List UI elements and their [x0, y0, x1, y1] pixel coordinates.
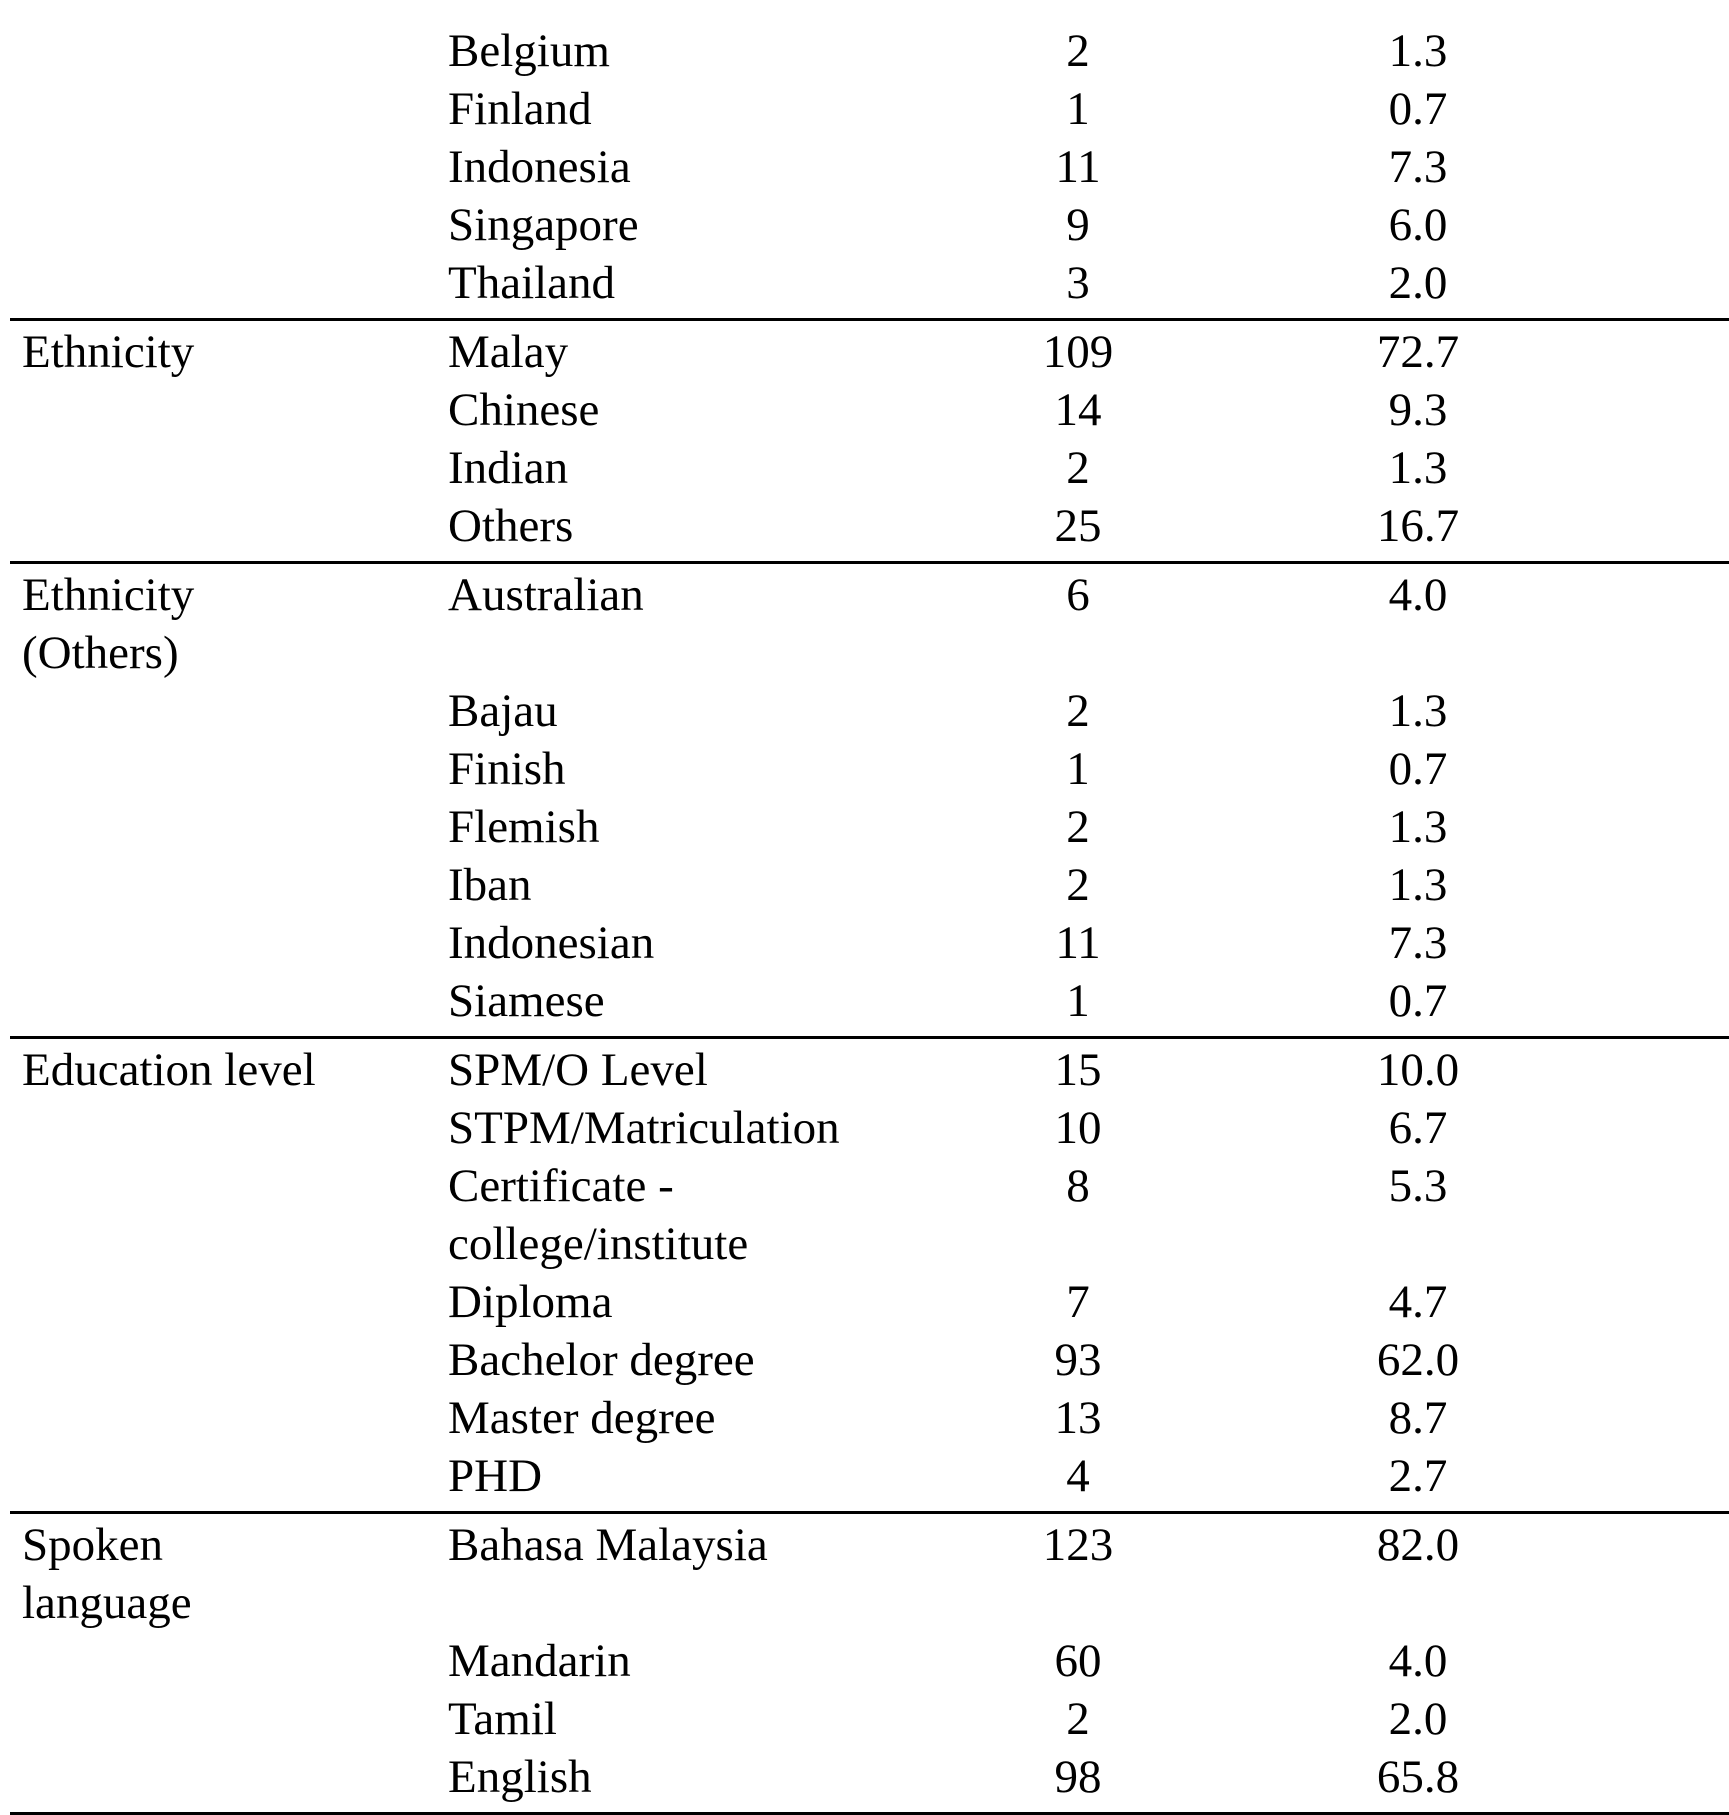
category-cell: Bachelor degree — [448, 1334, 755, 1386]
category-cell: Others — [448, 500, 574, 552]
table-row — [10, 22, 1729, 80]
percent-cell: 72.7 — [1376, 326, 1460, 378]
count-cell: 9 — [1066, 199, 1090, 251]
table-row — [10, 1748, 1729, 1806]
group-label — [10, 80, 448, 138]
count-cell: 1 — [1066, 975, 1090, 1027]
group-label — [10, 1690, 448, 1748]
count-cell: 2 — [1066, 442, 1090, 494]
category-cell: SPM/O Level — [448, 1044, 708, 1096]
category-cell: Singapore — [448, 199, 639, 251]
category-cell: Master degree — [448, 1392, 716, 1444]
category-cell: Australian — [448, 569, 644, 621]
table-row — [10, 972, 1729, 1030]
table-section — [10, 564, 1729, 1039]
group-label: Ethnicity (Others) — [22, 569, 195, 679]
group-label — [10, 497, 448, 555]
table-section — [10, 22, 1729, 321]
group-label — [10, 1447, 448, 1505]
count-cell: 93 — [1054, 1334, 1102, 1386]
percent-cell: 8.7 — [1388, 1392, 1448, 1444]
table-row — [10, 1041, 1729, 1099]
category-cell: Siamese — [448, 975, 605, 1027]
count-cell: 2 — [1066, 25, 1090, 77]
percent-cell: 1.3 — [1388, 859, 1448, 911]
group-label — [10, 381, 448, 439]
count-cell: 2 — [1066, 801, 1090, 853]
percent-cell: 65.8 — [1376, 1751, 1460, 1803]
count-cell: 123 — [1042, 1519, 1114, 1571]
category-cell: Indonesia — [448, 141, 631, 193]
table-row — [10, 1447, 1729, 1505]
demographics-table — [10, 22, 1729, 1815]
percent-cell: 6.7 — [1388, 1102, 1448, 1154]
count-cell: 13 — [1054, 1392, 1102, 1444]
group-label — [10, 914, 448, 972]
group-label — [10, 740, 448, 798]
count-cell: 98 — [1054, 1751, 1102, 1803]
table-row — [10, 1632, 1729, 1690]
category-cell: Belgium — [448, 25, 610, 77]
table-row — [10, 1331, 1729, 1389]
percent-cell: 1.3 — [1388, 685, 1448, 737]
group-label — [10, 1632, 448, 1690]
category-cell: Indian — [448, 442, 569, 494]
count-cell: 11 — [1055, 917, 1101, 969]
table-row — [10, 740, 1729, 798]
table-row — [10, 1157, 1729, 1273]
percent-cell: 1.3 — [1388, 25, 1448, 77]
percent-cell: 82.0 — [1376, 1519, 1460, 1571]
table-row — [10, 1516, 1729, 1632]
percent-cell: 4.0 — [1388, 569, 1448, 621]
percent-cell: 7.3 — [1388, 141, 1448, 193]
group-label — [10, 254, 448, 312]
table-row — [10, 196, 1729, 254]
table-row — [10, 914, 1729, 972]
count-cell: 25 — [1054, 500, 1102, 552]
group-label: Education level — [22, 1044, 316, 1096]
count-cell: 2 — [1066, 1693, 1090, 1745]
percent-cell: 5.3 — [1388, 1160, 1448, 1212]
group-label — [10, 1157, 448, 1273]
count-cell: 2 — [1066, 685, 1090, 737]
category-cell: Iban — [448, 859, 532, 911]
count-cell: 11 — [1055, 141, 1101, 193]
group-label — [10, 22, 448, 80]
percent-cell: 10.0 — [1376, 1044, 1460, 1096]
percent-cell: 1.3 — [1388, 801, 1448, 853]
percent-cell: 4.7 — [1388, 1276, 1448, 1328]
table-row — [10, 439, 1729, 497]
percent-cell: 0.7 — [1388, 83, 1448, 135]
category-cell: Mandarin — [448, 1635, 631, 1687]
group-label — [10, 856, 448, 914]
count-cell: 14 — [1054, 384, 1102, 436]
table-section — [10, 1039, 1729, 1514]
percent-cell: 62.0 — [1376, 1334, 1460, 1386]
category-cell: PHD — [448, 1450, 543, 1502]
category-cell: Flemish — [448, 801, 600, 853]
group-label: Spoken language — [22, 1519, 192, 1629]
group-label — [10, 972, 448, 1030]
count-cell: 109 — [1042, 326, 1114, 378]
category-cell: Thailand — [448, 257, 616, 309]
category-cell: Certificate - college/institute — [448, 1160, 749, 1270]
category-cell: STPM/Matriculation — [448, 1102, 840, 1154]
group-label — [10, 439, 448, 497]
count-cell: 1 — [1066, 83, 1090, 135]
group-label — [10, 1331, 448, 1389]
count-cell: 60 — [1054, 1635, 1102, 1687]
group-label — [10, 138, 448, 196]
count-cell: 8 — [1066, 1160, 1090, 1212]
percent-cell: 1.3 — [1388, 442, 1448, 494]
category-cell: Indonesian — [448, 917, 655, 969]
count-cell: 3 — [1066, 257, 1090, 309]
group-label — [10, 798, 448, 856]
percent-cell: 2.0 — [1388, 1693, 1448, 1745]
group-label — [10, 1389, 448, 1447]
percent-cell: 4.0 — [1388, 1635, 1448, 1687]
category-cell: Malay — [448, 326, 569, 378]
percent-cell: 2.7 — [1388, 1450, 1448, 1502]
table-row — [10, 1690, 1729, 1748]
table-row — [10, 138, 1729, 196]
table-row — [10, 856, 1729, 914]
table-row — [10, 497, 1729, 555]
category-cell: Bajau — [448, 685, 558, 737]
count-cell: 4 — [1066, 1450, 1090, 1502]
table-row — [10, 1099, 1729, 1157]
category-cell: Chinese — [448, 384, 600, 436]
group-label — [10, 196, 448, 254]
group-label — [10, 682, 448, 740]
table-row — [10, 1273, 1729, 1331]
category-cell: Diploma — [448, 1276, 613, 1328]
table-row — [10, 798, 1729, 856]
table-row — [10, 1389, 1729, 1447]
table-row — [10, 80, 1729, 138]
percent-cell: 7.3 — [1388, 917, 1448, 969]
table-section — [10, 321, 1729, 564]
table-row — [10, 682, 1729, 740]
group-label — [10, 1748, 448, 1806]
table-row — [10, 323, 1729, 381]
category-cell: Finland — [448, 83, 592, 135]
table-row — [10, 566, 1729, 682]
category-cell: English — [448, 1751, 592, 1803]
category-cell: Finish — [448, 743, 566, 795]
percent-cell: 0.7 — [1388, 743, 1448, 795]
group-label: Ethnicity — [22, 326, 195, 378]
table-row — [10, 254, 1729, 312]
percent-cell: 0.7 — [1388, 975, 1448, 1027]
percent-cell: 2.0 — [1388, 257, 1448, 309]
group-label — [10, 1099, 448, 1157]
count-cell: 7 — [1066, 1276, 1090, 1328]
percent-cell: 6.0 — [1388, 199, 1448, 251]
count-cell: 6 — [1066, 569, 1090, 621]
category-cell: Bahasa Malaysia — [448, 1519, 768, 1571]
percent-cell: 16.7 — [1376, 500, 1460, 552]
percent-cell: 9.3 — [1388, 384, 1448, 436]
count-cell: 1 — [1066, 743, 1090, 795]
count-cell: 10 — [1054, 1102, 1102, 1154]
count-cell: 15 — [1054, 1044, 1102, 1096]
group-label — [10, 1273, 448, 1331]
table-row — [10, 381, 1729, 439]
category-cell: Tamil — [448, 1693, 557, 1745]
table-section — [10, 1514, 1729, 1815]
count-cell: 2 — [1066, 859, 1090, 911]
